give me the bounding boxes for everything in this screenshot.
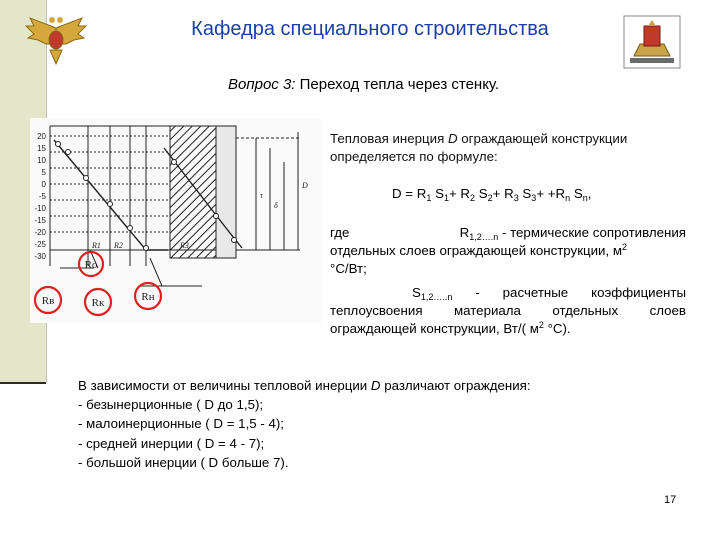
layer-label: R2 <box>114 241 123 250</box>
y-tick: -10 <box>34 204 46 213</box>
formula-part: S <box>518 186 532 201</box>
list-item: - безынерционные ( D до 1,5); <box>78 397 264 413</box>
y-tick: 10 <box>37 156 46 165</box>
question-text: Переход тепла через стенку. <box>299 76 500 93</box>
s-sub: 1,2…..n <box>420 292 453 302</box>
formula-sub: 1 <box>426 193 432 203</box>
formula-sub: n <box>582 193 588 203</box>
circled-label-rv: Rв <box>41 295 55 307</box>
formula-part: S <box>431 186 444 201</box>
list-item: - малоинерционные ( D = 1,5 - 4); <box>78 416 284 432</box>
formula-sub: 3 <box>513 193 519 203</box>
y-tick: -15 <box>34 216 46 225</box>
definition-text: ограждающей конструкции определяется по формуле: <box>330 131 628 164</box>
eagle-emblem-icon <box>24 10 88 68</box>
list-item: - большой инерции ( D больше 7). <box>78 454 289 470</box>
formula-part: S <box>570 186 583 201</box>
r-desc: - термические сопротивления <box>498 225 686 240</box>
y-tick: 15 <box>37 144 46 153</box>
formula-part: D = R <box>392 186 427 201</box>
s-desc: °С). <box>543 321 571 336</box>
y-tick: -20 <box>34 228 46 237</box>
classification-list <box>78 376 678 472</box>
layer-label: R3 <box>180 241 189 250</box>
circled-label-rk: Rк <box>91 297 105 309</box>
wall-temperature-diagram <box>30 118 322 323</box>
r-sub: 1,2….n <box>469 232 499 242</box>
unit-sup: 2 <box>538 320 544 330</box>
unit-sup: 2 <box>622 242 628 252</box>
formula-sub: 1 <box>443 193 449 203</box>
y-tick: -25 <box>34 240 46 249</box>
formula-part: , <box>587 186 592 201</box>
question-label: Вопрос 3: <box>228 76 296 93</box>
formula-sub: 2 <box>487 193 493 203</box>
y-tick: 20 <box>37 132 46 141</box>
classification-intro: В зависимости от величины тепловой инерции D различают ограждения: <box>78 378 531 393</box>
s-symbol: S <box>412 285 421 300</box>
definition-symbol: D <box>447 131 458 146</box>
s-desc: - расчетные коэффициенты теплоусвоения материала отдельных слоев ограждающей конструкции, Вт/( м <box>330 285 686 336</box>
formula-sub: 2 <box>470 193 476 203</box>
page-title: Кафедра специального строительства <box>191 18 549 40</box>
right-label: δ <box>274 201 278 210</box>
formula-part: + R <box>448 186 471 201</box>
y-tick: -30 <box>34 252 46 261</box>
definition-text: Тепловая инерция <box>330 131 448 146</box>
inertia-definition <box>330 130 686 166</box>
formula-sub: n <box>565 193 571 203</box>
r-desc: °С/Вт; <box>330 261 367 276</box>
r-desc: отдельных слоев ограждающей конструкции, м <box>330 243 623 258</box>
department-emblem-icon <box>622 14 682 70</box>
circled-label-rn: Rн <box>141 291 155 303</box>
left-decor-rule <box>0 382 46 384</box>
r-definition <box>330 224 686 278</box>
inertia-formula <box>392 186 591 201</box>
list-item: - средней инерции ( D = 4 - 7); <box>78 435 265 451</box>
y-tick: 5 <box>41 168 46 177</box>
formula-sub: 3 <box>531 193 537 203</box>
formula-part: + +R <box>536 186 566 201</box>
layer-label: R1 <box>92 241 101 250</box>
right-label: τ <box>260 191 263 200</box>
where-word: где <box>330 225 350 240</box>
question-heading <box>228 76 499 93</box>
formula-part: S <box>475 186 488 201</box>
y-tick: 0 <box>41 180 46 189</box>
page-number: 17 <box>664 494 677 506</box>
right-label: D <box>302 181 308 190</box>
formula-part: + R <box>492 186 514 201</box>
s-definition <box>330 284 686 338</box>
circled-label-ro: Ro <box>84 259 98 271</box>
y-tick: -5 <box>38 192 46 201</box>
r-symbol: R <box>459 225 470 240</box>
